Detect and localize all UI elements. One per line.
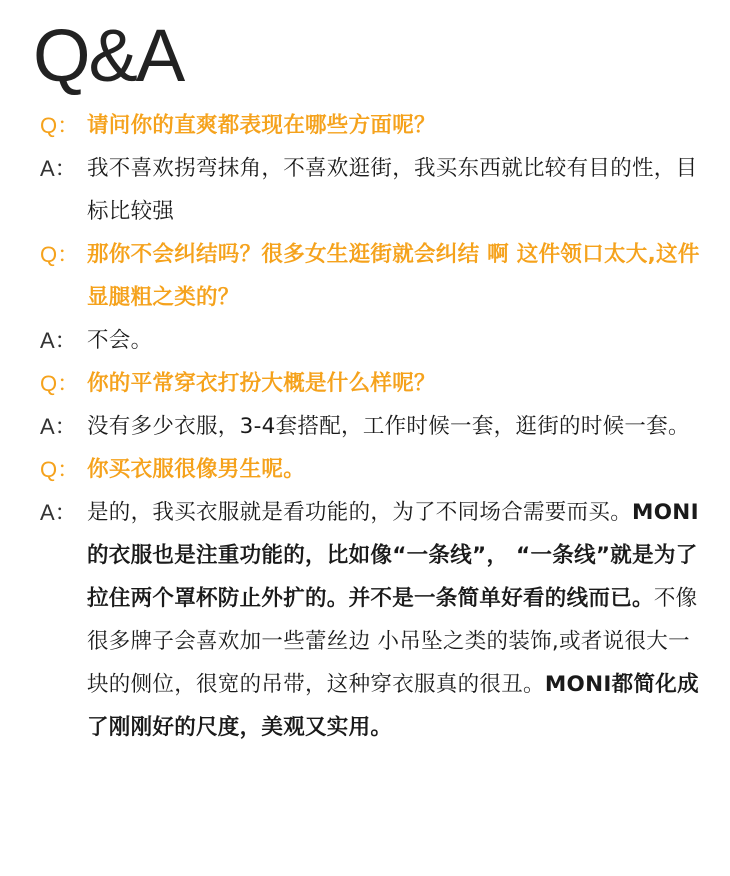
answer-text: 不会。 (87, 328, 153, 353)
question-text: 你的平常穿衣打扮大概是什么样呢？ (87, 371, 436, 396)
question-3 (40, 362, 700, 405)
question-1 (40, 104, 700, 147)
a-label: A： (40, 328, 77, 353)
answer-1 (40, 147, 700, 233)
answer-bold-1: MONI的衣服也是注重功能的，比如像“一条线”， “一条线”就是为了拉住两个罩杯防止外扩的。并不是一条简单好看的线而已。 (87, 500, 699, 611)
page-title: Q&A (33, 14, 184, 97)
q-label: Q： (40, 371, 80, 396)
a-label: A： (40, 500, 77, 525)
answer-plain-1: 是的，我买衣服就是看功能的，为了不同场合需要而买。 (87, 500, 633, 525)
a-label: A： (40, 414, 77, 439)
answer-bold-2: MONI都简化成了刚刚好的尺度，美观又实用。 (87, 672, 699, 740)
question-4 (40, 448, 700, 491)
answer-2 (40, 319, 700, 362)
answer-3 (40, 405, 700, 448)
answer-text (87, 491, 700, 749)
answer-text: 我不喜欢拐弯抹角，不喜欢逛街，我买东西就比较有目的性，目标比较强 (87, 156, 698, 224)
question-text: 请问你的直爽都表现在哪些方面呢？ (87, 113, 436, 138)
q-label: Q： (40, 242, 80, 267)
a-label: A： (40, 156, 77, 181)
q-label: Q： (40, 113, 80, 138)
question-text: 那你不会纠结吗？很多女生逛街就会纠结 啊 这件领口太大,这件显腿粗之类的？ (87, 242, 700, 310)
question-2 (40, 233, 700, 319)
qa-list (40, 104, 700, 749)
question-text: 你买衣服很像男生呢。 (87, 457, 306, 482)
answer-plain-2: 不像很多牌子会喜欢加一些蕾丝边 小吊坠之类的装饰,或者说很大一块的侧位，很宽的吊带，这种穿衣服真的很丑。 (87, 586, 698, 697)
q-label: Q： (40, 457, 80, 482)
answer-4 (40, 491, 700, 749)
answer-text: 没有多少衣服，3-4套搭配，工作时候一套，逛街的时候一套。 (87, 414, 690, 439)
